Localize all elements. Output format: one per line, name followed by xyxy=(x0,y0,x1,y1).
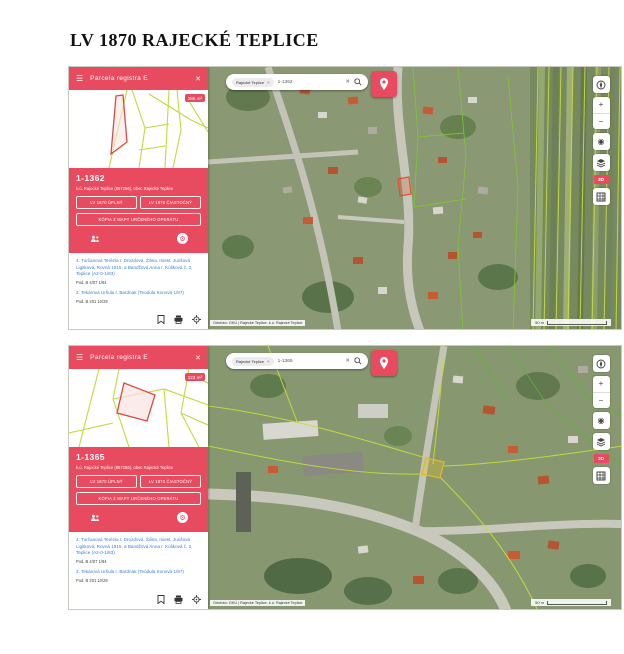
owner-link[interactable]: 2. Tekárová Uršula r. Bardnak (Teodula Konová 1/87) xyxy=(76,289,184,295)
satellite-map xyxy=(208,67,621,329)
search-chip[interactable] xyxy=(232,357,274,366)
menu-icon[interactable]: ☰ xyxy=(76,353,84,362)
search-icon[interactable] xyxy=(354,78,362,86)
lv-full-button[interactable]: LV 1870 ÚPLNÝ xyxy=(76,475,137,488)
owners-section xyxy=(69,253,208,329)
layers-icon xyxy=(596,437,606,447)
map-canvas[interactable] xyxy=(208,346,621,609)
bookmark-icon[interactable] xyxy=(157,315,165,324)
basemap-grid-icon xyxy=(596,471,606,481)
chip-remove-icon[interactable]: × xyxy=(266,358,270,364)
zoom-controls xyxy=(593,376,610,408)
scale-line xyxy=(547,601,607,605)
compass-button[interactable] xyxy=(593,76,610,93)
owner-note: Pod. B 201 10/29 xyxy=(76,577,108,583)
satellite-map xyxy=(208,346,621,609)
search-clear-icon[interactable]: ✕ xyxy=(345,79,350,85)
panel-header xyxy=(69,346,208,369)
map-controls xyxy=(592,355,610,484)
search-chip-label: Rajecké Teplice xyxy=(236,79,264,85)
gps-button[interactable]: ◉ xyxy=(593,412,610,429)
owners-button[interactable] xyxy=(89,512,100,523)
parcel-subtitle: k.ú. Rajecké Teplice (857256), obec Rajecké Teplice xyxy=(76,186,173,191)
chip-remove-icon[interactable]: × xyxy=(266,79,270,85)
screenshot-parcel-1365 xyxy=(68,345,622,610)
search-icon[interactable] xyxy=(354,357,362,365)
lv-partial-button[interactable]: LV 1870 ČIASTOČNÝ xyxy=(140,475,201,488)
parcel-info xyxy=(69,447,208,532)
compass-icon xyxy=(596,359,606,369)
scale-label: 50 m xyxy=(535,320,544,325)
basemap-button[interactable] xyxy=(593,467,610,484)
map-search-bar[interactable] xyxy=(226,353,368,369)
page-title: LV 1870 RAJECKÉ TEPLICE xyxy=(70,30,319,50)
zoom-in-button[interactable]: + xyxy=(593,97,610,114)
parcel-minimap[interactable] xyxy=(69,369,208,447)
parcel-minimap[interactable] xyxy=(69,90,208,168)
scale-bar xyxy=(531,319,611,326)
zoom-controls xyxy=(593,97,610,129)
search-input[interactable]: 1-1362 xyxy=(277,79,293,85)
owner-link[interactable]: 2. Tekárová Uršula r. Bardnak (Teodula Konová 1/87) xyxy=(76,568,184,574)
owner-note: Pod. B 201 10/29 xyxy=(76,298,108,304)
lv-partial-button[interactable]: LV 1870 ČIASTOČNÝ xyxy=(140,196,201,209)
parcel-panel xyxy=(69,67,208,329)
map-controls xyxy=(592,76,610,205)
scale-bar xyxy=(531,599,611,606)
3d-toggle-button[interactable]: 3D xyxy=(594,175,609,184)
people-icon xyxy=(90,235,100,243)
panel-title: Parcela registra E xyxy=(90,354,148,361)
map-canvas[interactable] xyxy=(208,67,621,329)
search-clear-icon[interactable]: ✕ xyxy=(345,358,350,364)
print-icon[interactable] xyxy=(174,595,183,604)
parcel-panel xyxy=(69,346,208,609)
screenshot-parcel-1362 xyxy=(68,66,622,330)
zoom-out-button[interactable]: − xyxy=(598,116,604,126)
panel-header xyxy=(69,67,208,90)
zoom-out-button[interactable]: − xyxy=(598,395,604,405)
owner-link[interactable]: 4. Turčanová Terézia r. Drozdová, Žilina, miest. Jurišová Ligitková, Rovná 1915, a Bandžová Anna r. Kúliková č. 2, Teplice (A2-0-1/83) xyxy=(76,537,193,556)
owner-note: Pod. B 4/07 1/84 xyxy=(76,558,107,564)
basemap-grid-icon xyxy=(596,192,606,202)
search-input[interactable]: 1-1365 xyxy=(277,358,293,364)
settings-button[interactable] xyxy=(177,512,188,523)
zoom-in-button[interactable]: + xyxy=(593,376,610,393)
parcel-info xyxy=(69,168,208,253)
locate-parcel-button[interactable] xyxy=(371,350,397,376)
search-chip-label: Rajecké Teplice xyxy=(236,358,264,364)
parcel-id: 1-1365 xyxy=(76,452,105,462)
map-attribution: Ortofoto: GKÚ | Rajecké Teplice, k.ú. Rajecké Teplice xyxy=(210,600,305,606)
layers-button[interactable] xyxy=(593,433,610,450)
compass-button[interactable] xyxy=(593,355,610,372)
lv-full-button[interactable]: LV 1870 ÚPLNÝ xyxy=(76,196,137,209)
search-chip[interactable] xyxy=(232,78,274,87)
map-attribution: Ortofoto: GKÚ | Rajecké Teplice, k.ú. Rajecké Teplice xyxy=(210,320,305,326)
map-search-bar[interactable] xyxy=(226,74,368,90)
layers-button[interactable] xyxy=(593,154,610,171)
crosshair-icon[interactable] xyxy=(192,595,201,604)
scale-line xyxy=(547,321,607,325)
gear-icon: ⚙ xyxy=(179,235,186,243)
owner-note: Pod. B 4/07 1/84 xyxy=(76,279,107,285)
owners-section xyxy=(69,532,208,609)
parcel-subtitle: k.ú. Rajecké Teplice (857256), obec Rajecké Teplice xyxy=(76,465,173,470)
area-badge: 388 m² xyxy=(185,94,205,102)
people-icon xyxy=(90,514,100,522)
gps-button[interactable]: ◉ xyxy=(593,133,610,150)
parcel-id: 1-1362 xyxy=(76,173,105,183)
owners-button[interactable] xyxy=(89,233,100,244)
map-copy-button[interactable]: KÓPIA Z MAPY URČENÉHO OPERÁTU xyxy=(76,492,201,505)
owner-link[interactable]: 4. Turčanová Terézia r. Drozdová, Žilina, miest. Jurišová Ligitková, Rovná 1915, a Bandžová Anna r. Kúliková č. 2, Teplice (A2-0-1/83) xyxy=(76,258,193,277)
crosshair-icon[interactable] xyxy=(192,315,201,324)
location-pin-icon xyxy=(377,356,391,370)
panel-title: Parcela registra E xyxy=(90,75,148,82)
basemap-button[interactable] xyxy=(593,188,610,205)
layers-icon xyxy=(596,158,606,168)
close-icon[interactable]: ✕ xyxy=(195,75,201,83)
3d-toggle-button[interactable]: 3D xyxy=(594,454,609,463)
locate-parcel-button[interactable] xyxy=(371,71,397,97)
scale-label: 50 m xyxy=(535,600,544,605)
close-icon[interactable]: ✕ xyxy=(195,354,201,362)
menu-icon[interactable]: ☰ xyxy=(76,74,84,83)
area-badge: 123 m² xyxy=(185,373,205,381)
compass-icon xyxy=(596,80,606,90)
settings-button[interactable] xyxy=(177,233,188,244)
map-copy-button[interactable]: KÓPIA Z MAPY URČENÉHO OPERÁTU xyxy=(76,213,201,226)
location-pin-icon xyxy=(377,77,391,91)
print-icon[interactable] xyxy=(174,315,183,324)
bookmark-icon[interactable] xyxy=(157,595,165,604)
gear-icon: ⚙ xyxy=(179,514,186,522)
